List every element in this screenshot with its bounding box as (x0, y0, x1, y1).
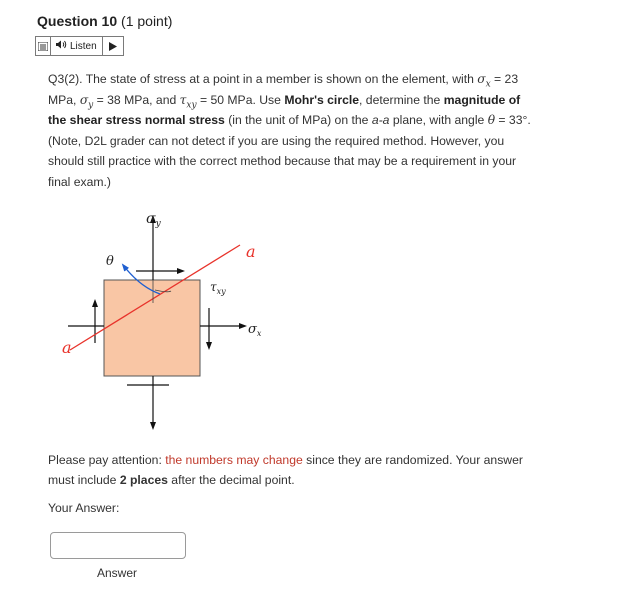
listen-widget (35, 36, 124, 56)
play-icon[interactable] (103, 37, 123, 55)
tau-label: $\tau_{xy}$ (210, 280, 226, 296)
answer-field-label: Answer (97, 566, 138, 580)
plane-label: a-a (371, 113, 390, 127)
question-number: Question 10 (37, 13, 118, 29)
attention-note: Please pay attention: the numbers may change since they are randomized. Your answer must include 2 places after the decimal point. (48, 453, 523, 487)
stress-element-diagram (58, 205, 298, 430)
your-answer-label: Your Answer: (48, 501, 120, 515)
sigma-y-label: $\sigma_y$ (146, 211, 161, 229)
mohr-emphasis: Mohr's circle (284, 92, 360, 107)
answer-input[interactable] (50, 532, 186, 559)
speaker-icon (56, 40, 67, 52)
a-top-label: a (246, 242, 256, 261)
a-left-label: a (62, 338, 72, 357)
question-points: (1 point) (121, 13, 173, 29)
listen-button[interactable] (51, 37, 103, 55)
stress-element (104, 280, 200, 376)
theta-label: θ (106, 254, 114, 269)
menu-icon[interactable] (36, 37, 51, 55)
listen-label: Listen (70, 40, 97, 52)
randomized-warning: the numbers may change (165, 453, 303, 467)
sigma-x-label: $\sigma_x$ (248, 322, 262, 338)
question-title (37, 13, 172, 29)
magnitude-emphasis: magnitude of the shear stress normal stress (48, 92, 521, 127)
question-prompt: Q3(2). The state of stress at a point in a member is shown on the element, with $\sigma_x = 23$ MPa, $\sigma_y = 38$ MPa, and $\tau_{xy} = 50$ MPa. Use Mohr's circle, determine the magnitude of the shear stress normal stress (in the unit of MPa) on the a-a plane, with angle θ = 33°. (Note, D2L grader can not detect if you are using the required method. However, you should still practice with the correct method because that may be a requirement in your final exam.) (48, 72, 531, 189)
decimal-emphasis: 2 places (119, 473, 168, 487)
